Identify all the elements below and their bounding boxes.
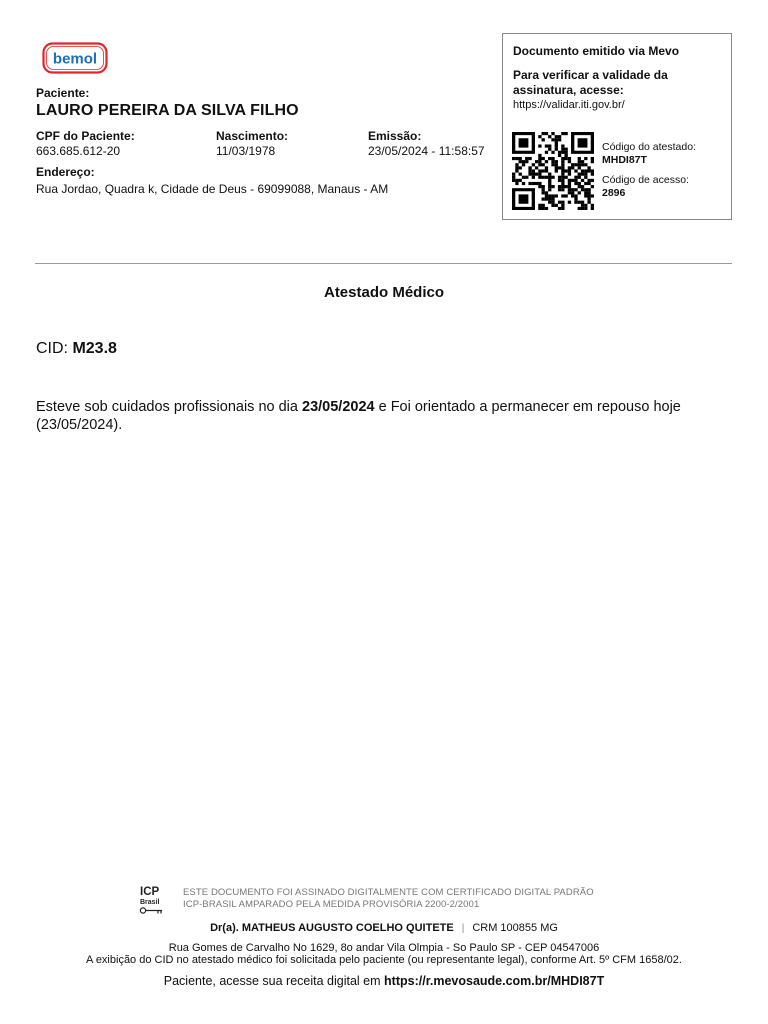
- signer-separator: |: [461, 923, 465, 934]
- certificate-text-part2: e Foi orientado a permanecer em repouso hoje (23/05/2024).: [36, 399, 681, 433]
- clinic-address: Rua Gomes de Carvalho No 1629, 8o andar Vila Olmpia - So Paulo SP - CEP 04547006: [168, 942, 600, 954]
- certificate-text: [36, 398, 736, 434]
- document-title: Atestado Médico: [323, 284, 444, 301]
- address-field: [36, 165, 388, 197]
- icp-disclaimer-line1: ESTE DOCUMENTO FOI ASSINADO DIGITALMENTE COM CERTIFICADO DIGITAL PADRÃO: [183, 887, 594, 898]
- cpf-value: 663.685.612-20: [36, 144, 121, 158]
- access-code-value: 2896: [602, 187, 626, 199]
- icp-logo-subtext: Brasil: [140, 899, 160, 906]
- cid-disclosure-note: A exibição do CID no atestado médico foi solicitada pelo paciente (ou representante legal), conforme Art. 5º CFM 1658/02.: [86, 954, 682, 966]
- cpf-field: [36, 129, 135, 159]
- icp-brasil-logo: [138, 884, 166, 916]
- prescription-access-text: Paciente, acesse sua receita digital em: [163, 974, 385, 988]
- certificate-date: 23/05/2024: [302, 399, 375, 415]
- issue-value: 23/05/2024 - 11:58:57: [368, 144, 485, 158]
- certificate-code-label: Código do atestado:: [602, 141, 696, 153]
- patient-name: LAURO PEREIRA DA SILVA FILHO: [36, 102, 299, 119]
- prescription-link[interactable]: https://r.mevosaude.com.br/MHDI87T: [384, 974, 605, 988]
- certificate-text-part1: Esteve sob cuidados profissionais no dia: [36, 399, 302, 415]
- cid-line: [36, 340, 117, 358]
- birth-value: 11/03/1978: [216, 144, 276, 158]
- verification-title: Documento emitido via Mevo: [513, 44, 680, 58]
- prescription-access: [0, 974, 768, 988]
- verification-instructions: Para verificar a validade da assinatura, acesse:: [513, 68, 668, 97]
- certificate-code-value: MHDI87T: [602, 154, 647, 166]
- header-divider: [35, 263, 732, 264]
- birth-label: Nascimento:: [216, 129, 289, 143]
- doctor-signature: [0, 922, 768, 934]
- qr-code-icon[interactable]: [512, 132, 594, 210]
- address-label: Endereço:: [36, 165, 95, 179]
- bemol-logo-text: bemol: [52, 50, 98, 68]
- doctor-name: Dr(a). MATHEUS AUGUSTO COELHO QUITETE: [210, 922, 454, 934]
- issue-field: [368, 129, 485, 159]
- verification-link[interactable]: https://validar.iti.gov.br/: [513, 99, 625, 111]
- access-code-label: Código de acesso:: [602, 174, 689, 186]
- address-value: Rua Jordao, Quadra k, Cidade de Deus - 69099088, Manaus - AM: [36, 182, 389, 196]
- bemol-logo: [42, 42, 108, 74]
- icp-logo-text: ICP: [140, 886, 160, 898]
- verification-box: [502, 33, 732, 220]
- icp-disclaimer: [183, 887, 594, 911]
- doctor-crm: CRM 100855 MG: [472, 922, 558, 934]
- cpf-label: CPF do Paciente:: [36, 129, 135, 143]
- issue-label: Emissão:: [368, 129, 422, 143]
- cid-value: M23.8: [72, 340, 117, 357]
- patient-label: Paciente:: [36, 86, 90, 100]
- cid-label: CID:: [36, 340, 68, 357]
- birth-field: [216, 129, 288, 159]
- icp-disclaimer-line2: ICP-BRASIL AMPARADO PELA MEDIDA PROVISÓRIA 2200-2/2001: [183, 899, 480, 910]
